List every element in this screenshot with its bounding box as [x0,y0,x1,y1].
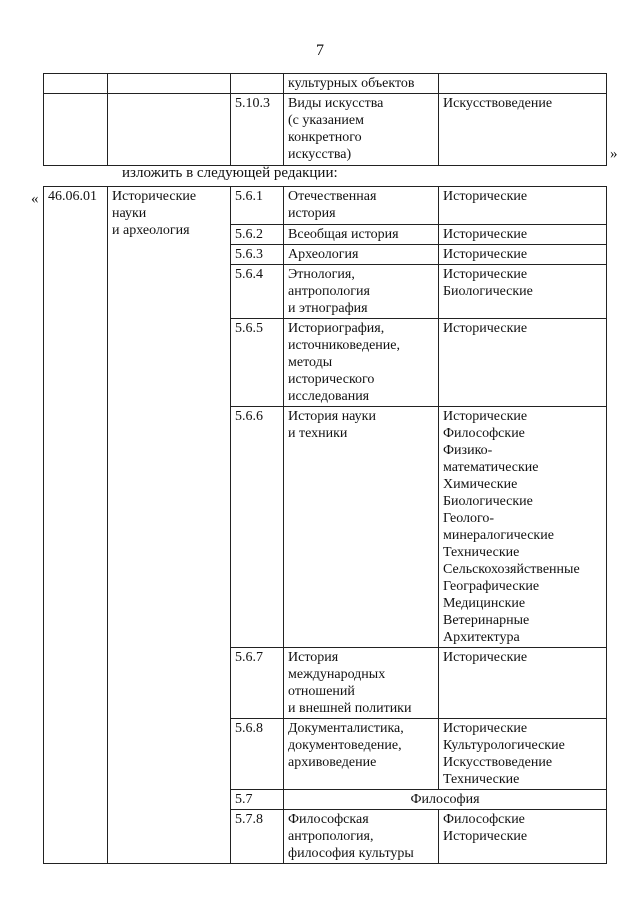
science-fields: Исторические [439,225,607,245]
continuation-table [43,73,607,166]
main-table [43,186,607,864]
opening-quote: « [31,191,39,207]
closing-quote: » [610,146,618,162]
group-code: 46.06.01 [44,187,108,864]
science-fields: Исторические Биологические [439,265,607,319]
science-fields: Исторические [439,187,607,225]
group-name: Исторические науки и археология [108,187,231,864]
science-fields: Исторические Культурологические Искусствоведение Технические [439,719,607,790]
science-fields: Исторические Философские Физико- математические Химические Биологические Геолого- минералогические Технические Сельскохозяйственные Географические Медицинские Ветеринарные Архитектура [439,407,607,648]
science-fields: Философские Исторические [439,810,607,864]
science-fields: Исторические [439,648,607,719]
subject-name: Виды искусства (с указанием конкретного искусства) [284,94,439,166]
subject-name: История науки и техники [284,407,439,648]
subject-name: Археология [284,245,439,265]
edit-instruction: изложить в следующей редакции: [122,165,338,181]
subject-code: 5.6.6 [231,407,284,648]
subject-code: 5.6.7 [231,648,284,719]
table-row [44,74,607,94]
science-fields: Искусствоведение [439,94,607,166]
subject-name: Всеобщая история [284,225,439,245]
table-row [44,94,607,166]
subject-code: 5.6.1 [231,187,284,225]
subject-code: 5.10.3 [231,94,284,166]
subject-name: История международных отношений и внешней политики [284,648,439,719]
subject-name: Отечественная история [284,187,439,225]
subject-code: 5.6.2 [231,225,284,245]
section-code: 5.7 [231,790,284,810]
table-row [44,187,607,225]
subject-code: 5.6.5 [231,319,284,407]
subject-code: 5.6.8 [231,719,284,790]
section-title: Философия [284,790,607,810]
science-fields: Исторические [439,319,607,407]
subject-code: 5.6.4 [231,265,284,319]
subject-name: Этнология, антропология и этнография [284,265,439,319]
science-fields: Исторические [439,245,607,265]
subject-code: 5.7.8 [231,810,284,864]
subject-name: Документалистика, документоведение, архивоведение [284,719,439,790]
subject-name: Историография, источниковедение, методы исторического исследования [284,319,439,407]
page-number: 7 [316,42,324,59]
subject-code: 5.6.3 [231,245,284,265]
subject-name: культурных объектов [284,74,439,94]
subject-name: Философская антропология, философия культуры [284,810,439,864]
